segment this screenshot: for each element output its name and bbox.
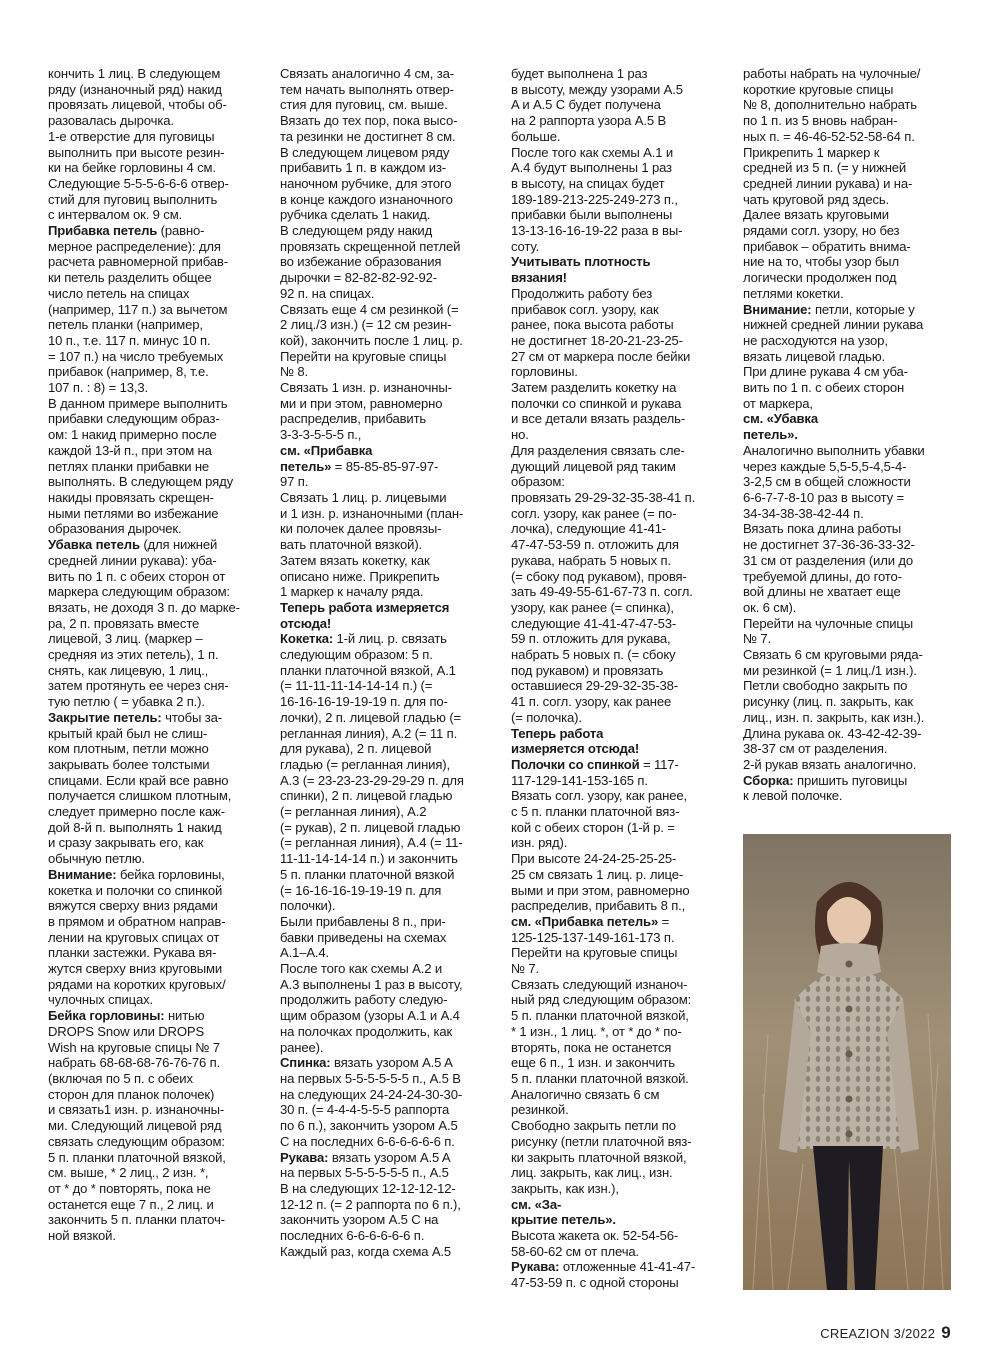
bold-heading: см. «Убавка петель».	[743, 411, 818, 443]
text-column-4	[743, 66, 965, 804]
text-paragraph	[48, 710, 263, 867]
body-text: кончить 1 лиц. В следующем ряду (изнаночный ряд) накид провязать лицевой, чтобы об- разовалась дырочка. 1-е отверстие для пуговицы выполнить при высоте резин- ки на бейке горловины 4 см. Следующие 5-5-5-6-6-6 отвер- стий для пуговиц выполнить с интервалом ок. 9 см.	[48, 66, 229, 223]
bold-heading: Рукава:	[280, 1149, 329, 1165]
text-paragraph	[511, 286, 733, 726]
text-paragraph	[511, 914, 733, 1197]
body-text: петли, которые у нижней средней линии рукава не расходуются на узор, вязать лицевой гладью. При длине рукава 4 см уба- вить по 1 п. с обеих сторон от маркера,	[743, 301, 924, 411]
text-paragraph	[48, 223, 263, 537]
text-paragraph	[280, 1150, 502, 1260]
text-column-1	[48, 66, 263, 1244]
bold-heading: Убавка петель	[48, 537, 140, 553]
magazine-issue: CREAZION 3/2022	[820, 1326, 936, 1341]
page-footer	[820, 1323, 951, 1343]
bold-heading: Внимание:	[743, 301, 812, 317]
bold-heading: Бейка горловины:	[48, 1008, 165, 1024]
bold-heading: см. «Прибавка петель»	[280, 442, 373, 474]
body-text: Продолжить работу без прибавок согл. узору, как ранее, пока высота работы не достигнет 18-20-21-23-25- 27 см от маркера после бейки горловины. Затем разделить кокетку на полочки со спинкой и рукава и все детали вязать раздель- но. Для разделения связать сле- дующий лицевой ряд таким образом: провязать 29-29-32-35-38-41 п. согл. узору, как ранее (= по- лочка), следующие 41-41- 47-47-53-59 п. отложить для рукава, набрать 5 новых п. (= сбоку под рукавом), провя- зать 49-49-55-61-67-73 п. согл. узору, как ранее (= спинка), следующие 41-41-47-47-53- 59 п. отложить для рукава, набрать 5 новых п. (= сбоку под рукавом) и провязать оставшиеся 29-29-32-35-38- 41 п. согл. узору, как ранее (= полочка).	[511, 285, 696, 725]
body-text: отложенные 41-41-47- 47-53-59 п. с одной стороны	[511, 1259, 696, 1291]
bold-heading: Учитывать плотность вязания!	[511, 254, 651, 286]
body-text: (равно- мерное распределение): для расчета равномерной прибав- ки петель разделить общее число петель на спицах (например, 117 п.) за вычетом петель планки (например, 10 п., т.е. 117 п. минус 10 п. = 107 п.) на число требуемых прибавок (например, 8, т.е. 107 п. : 8) = 13,3. В данном примере выполнить прибавки следующим образ- ом: 1 накид примерно после каждой 13-й п., при этом на петлях планки прибавки не выполнять. В следующем ряду накиды провязать скрещен- ными петлями во избежание образования дырочек.	[48, 223, 233, 537]
body-text: Аналогично выполнить убавки через каждые 5,5-5,5-4,5-4- 3-2,5 см в общей сложности 6-6-7-7-8-10 раз в высоту = 34-34-38-38-42-44 п. Вязать пока длина работы не достигнет 37-36-36-33-32- 31 см от разделения (или до требуемой длины, до гото- вой длины не хватает еще ок. 6 см). Перейти на чулочные спицы № 7. Связать 6 см круговыми ряда- ми резинкой (= 1 лиц./1 изн.). Петли свободно закрыть по рисунку (лиц. п. закрыть, как лиц., изн. п. закрыть, как изн.). Длина рукава ок. 43-42-42-39- 38-37 см от разделения. 2-й рукав вязать аналогично.	[743, 442, 925, 772]
body-text: пришить пуговицы к левой полочке.	[743, 772, 908, 804]
bold-heading: Рукава:	[511, 1259, 560, 1275]
text-paragraph	[511, 254, 733, 285]
bold-heading: Кокетка:	[280, 631, 334, 647]
bold-heading: Теперь работа измеряется отсюда!	[511, 725, 640, 757]
text-paragraph	[511, 1259, 733, 1290]
page-number: 9	[941, 1323, 951, 1342]
text-paragraph	[511, 726, 733, 757]
text-paragraph	[48, 867, 263, 1008]
bold-heading: см. «Прибавка петель»	[511, 913, 659, 929]
text-paragraph	[48, 537, 263, 710]
bold-heading: Закрытие петель:	[48, 709, 162, 725]
body-text: = 117- 117-129-141-153-165 п. Вязать согл. узору, как ранее, с 5 п. планки платочной вяз- кой с обеих сторон (1-й р. = изн. ряд). При высоте 24-24-25-25-25- 25 см связать 1 лиц. р. лице- выми и при этом, равномерно распределив, прибавить 8 п.,	[511, 756, 690, 914]
bold-heading: Теперь работа измеряется отсюда!	[280, 599, 450, 631]
text-paragraph	[743, 773, 965, 804]
body-text: 1-й лиц. р. связать следующим образом: 5 п. планки платочной вязкой, A.1 (= 11-11-11-14-14-14 п.) (= 16-16-16-19-19-19 п. для по- лочки), 2 п. лицевой гладью (= регланная линия), A.2 (= 11 п. для рукава), 2 п. лицевой гладью (= регланная линия), A.3 (= 23-23-23-29-29-29 п. для спинки), 2 п. лицевой гладью (= регланная линия), A.2 (= рукав), 2 п. лицевой гладью (= регланная линия), A.4 (= 11- 11-11-14-14-14 п.) и закончить 5 п. планки платочной вязкой (= 16-16-16-19-19-19 п. для полочки). Были прибавлены 8 п., при- бавки приведены на схемах A.1–A.4. После того как схемы A.2 и A.3 выполнены 1 раз в высоту, продолжить работу следую- щим образом (узоры A.1 и A.4 на полочках продолжить, как ранее).	[280, 631, 464, 1055]
body-text: Связать аналогично 4 см, за- тем начать выполнять отвер- стия для пуговиц, см. выше. Вязать до тех пор, пока высо- та резинки не достигнет 8 см. В следующем лицевом ряду прибавить 1 п. в каждом из- наночном рубчике, для этого в конце каждого изнаночного рубчика сделать 1 накид. В следующем ряду накид провязать скрещенной петлей во избежание образования дырочки = 82-82-82-92-92- 92 п. на спицах. Связать еще 4 см резинкой (= 2 лиц./3 изн.) (= 12 см резин- кой), закончить после 1 лиц. р. Перейти на круговые спицы № 8. Связать 1 изн. р. изнаночны- ми и при этом, равномерно распределив, прибавить 3-3-3-5-5-5 п.,	[280, 66, 463, 443]
bold-heading: Спинка:	[280, 1055, 331, 1071]
model-photo	[743, 834, 951, 1290]
text-paragraph	[743, 302, 965, 412]
text-paragraph	[743, 411, 965, 772]
body-text: (для нижней средней линии рукава): уба- вить по 1 п. с обеих сторон от маркера следующим образом: вязать, не доходя 3 п. до марке- ра, 2 п. провязать вместе лицевой, 3 лиц. (маркер – средняя из этих петель), 1 п. снять, как лицевую, 1 лиц., затем протянуть ее через сня- тую петлю ( = убавка 2 п.).	[48, 537, 240, 710]
bold-heading: Прибавка петель	[48, 223, 158, 239]
body-text: нитью DROPS Snow или DROPS Wish на круговые спицы № 7 набрать 68-68-68-76-76-76 п. (включая по 5 п. с обеих сторон для планок полочек) и связать1 изн. р. изнаночны- ми. Следующий лицевой ряд связать следующим образом: 5 п. планки платочной вязкой, см. выше, * 2 лиц., 2 изн. *, от * до * повторять, пока не останется еще 7 п., 2 лиц. и закончить 5 п. планки платоч- ной вязкой.	[48, 1008, 226, 1244]
body-text: работы набрать на чулочные/ короткие круговые спицы № 8, дополнительно набрать по 1 п. из 5 вновь набран- ных п. = 46-46-52-52-58-64 п. Прикрепить 1 маркер к средней из 5 п. (= у нижней средней линии рукава) и на- чать круговой ряд здесь. Далее вязать круговыми рядами согл. узору, но без прибавок – обратить внима- ние на то, чтобы узор был логически продолжен под петлями кокетки.	[743, 66, 921, 301]
text-paragraph	[280, 600, 502, 631]
text-paragraph	[743, 66, 965, 302]
text-paragraph	[511, 66, 733, 254]
body-text: = 125-125-137-149-161-173 п. Перейти на круговые спицы № 7. Связать следующий изнаноч- ный ряд следующим образом: 5 п. планки платочной вязкой, * 1 изн., 1 лиц. *, от * до * по- вторять, пока не останется еще 6 п., 1 изн. и закончить 5 п. планки платочной вязкой. Аналогично связать 6 см резинкой. Свободно закрыть петли по рисунку (петли платочной вяз- ки закрыть платочной вязкой, лиц. закрыть, как лиц., изн. закрыть, как изн.),	[511, 913, 692, 1196]
text-paragraph	[48, 1008, 263, 1244]
text-column-3	[511, 66, 733, 1291]
text-paragraph	[48, 66, 263, 223]
text-paragraph	[280, 66, 502, 443]
bold-heading: см. «За- крытие петель».	[511, 1196, 616, 1228]
body-text: Высота жакета ок. 52-54-56- 58-60-62 см от плеча.	[511, 1228, 679, 1259]
text-paragraph	[511, 1197, 733, 1260]
text-paragraph	[511, 757, 733, 914]
text-paragraph	[280, 443, 502, 600]
body-text: бейка горловины, кокетка и полочки со спинкой вяжутся сверху вниз рядами в прямом и обратном направ- лении на круговых спицах от планки застежки. Рукава вя- жутся сверху вниз круговыми рядами на коротких круговых/ чулочных спицах.	[48, 866, 226, 1008]
text-column-2	[280, 66, 502, 1259]
body-text: вязать узором A.5 A на первых 5-5-5-5-5-5 п., A.5 B на следующих 12-12-12-12- 12-12 п. (= 2 раппорта по 6 п.), закончить узором A.5 C на последних 6-6-6-6-6-6 п. Каждый раз, когда схема A.5	[280, 1149, 461, 1259]
bold-heading: Внимание:	[48, 866, 117, 882]
body-text: будет выполнена 1 раз в высоту, между узорами A.5 A и A.5 C будет получена на 2 раппорта узора A.5 B больше. После того как схемы A.1 и A.4 будут выполнены 1 раз в высоту, на спицах будет 189-189-213-225-249-273 п., прибавки были выполнены 13-13-16-16-19-22 раза в вы- соту.	[511, 66, 683, 254]
text-paragraph	[280, 1055, 502, 1149]
body-text: чтобы за- крытый край был не слиш- ком плотным, петли можно закрывать более толстыми спицами. Если край все равно получается слишком плотным, следует примерно после каж- дой 8-й п. выполнять 1 накид и сразу закрывать его, как обычную петлю.	[48, 709, 232, 867]
body-text: вязать узором A.5 A на первых 5-5-5-5-5-5 п., A.5 B на следующих 24-24-24-30-30- 30 п. (= 4-4-4-5-5-5 раппорта по 6 п.), закончить узором A.5 C на последних 6-6-6-6-6-6 п.	[280, 1055, 463, 1149]
text-paragraph	[280, 631, 502, 1055]
bold-heading: Полочки со спинкой	[511, 756, 640, 772]
body-text: = 85-85-85-97-97- 97 п. Связать 1 лиц. р. лицевыми и 1 изн. р. изнаночными (план- ки полочек далее провязы- вать платочной вязкой). Затем вязать кокетку, как описано ниже. Прикрепить 1 маркер к началу ряда.	[280, 458, 464, 600]
bold-heading: Сборка:	[743, 772, 794, 788]
